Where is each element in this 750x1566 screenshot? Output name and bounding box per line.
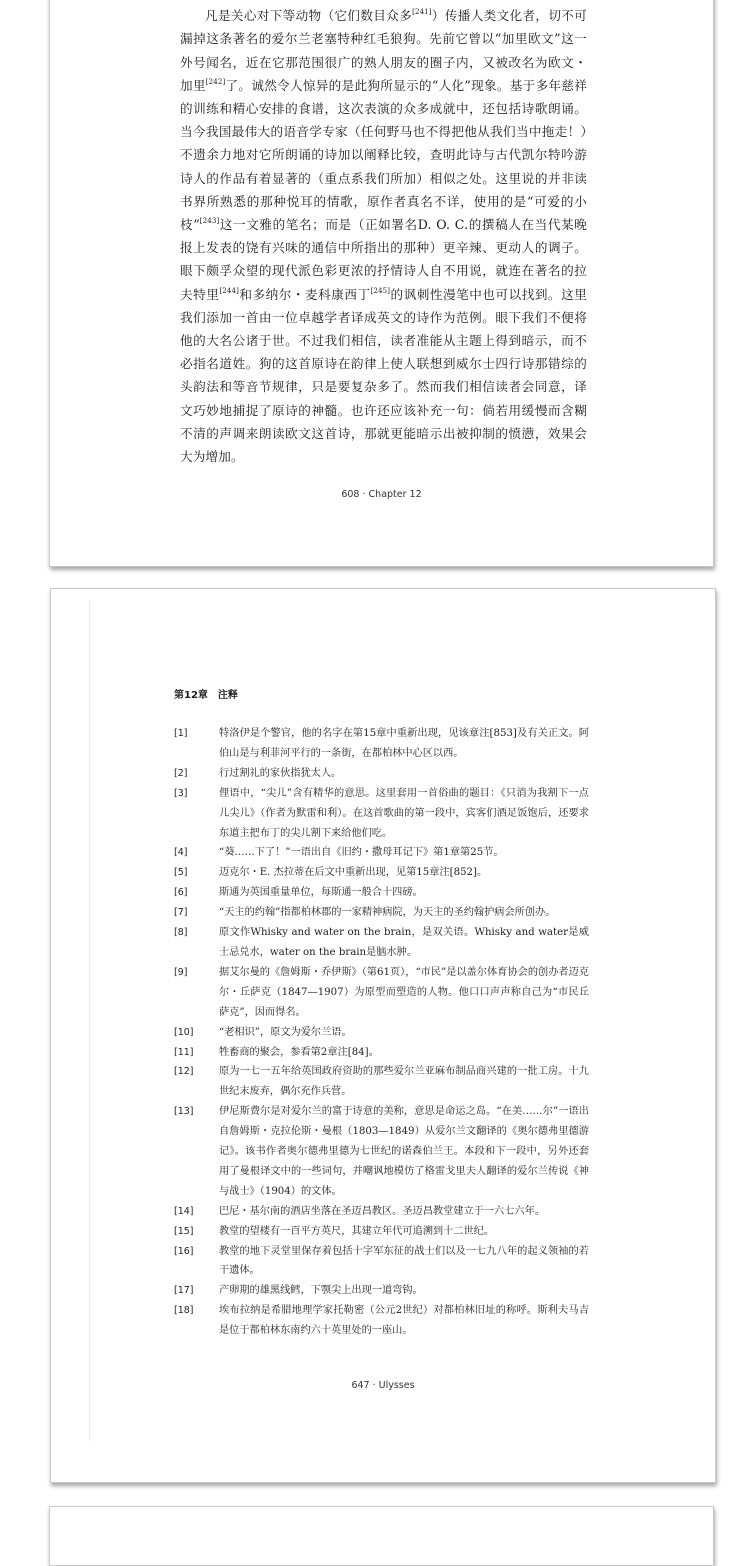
note-item [174, 863, 589, 883]
note-number[interactable]: [16] [174, 1245, 194, 1257]
note-item [174, 1222, 589, 1242]
document-page-next [49, 1506, 714, 1566]
note-item [174, 1281, 589, 1301]
note-text: 产卵期的雄黑线鳕，下颚尖上出现一道弯钩。 [219, 1285, 423, 1297]
note-number[interactable]: [5] [174, 867, 188, 879]
note-item [174, 724, 589, 764]
document-page-608 [49, 0, 714, 567]
page-608-body [180, 0, 587, 468]
main-paragraph: 凡是关心对下等动物（它们数目众多[241]）传播人类文化者，切不可漏掉这条著名的爱尔兰老塞特种红毛狼狗。先前它曾以“加里欧文”这一外号闻名，近在它那范围很广的熟人朋友的圈子内，又被改名为欧文・加里[242]了。诚然令人惊异的是此狗所显示的“人化”现象。基于多年慈祥的训练和精心安排的食谱，这次表演的众多成就中，还包括诗歌朗诵。当今我国最伟大的语音学专家（任何野马也不得把他从我们当中拖走！）不遗余力地对它所朗诵的诗加以阐释比较，查明此诗与古代凯尔特吟游诗人的作品有着显著的（重点系我们所加）相似之处。这里说的并非读书界所熟悉的那种悦耳的情歌，原作者真名不详，使用的是“可爱的小枝”[243]这一文雅的笔名；而是（正如署名D. O. C.的撰稿人在当代某晚报上发表的饶有兴味的通信中所指出的那种）更辛辣、更动人的调子。眼下颇孚众望的现代派色彩更浓的抒情诗人自不用说，就连在著名的拉夫特里[244]和多纳尔・麦科康西丁[245]的讽刺性漫笔中也可以找到。这里我们添加一首由一位卓越学者译成英文的诗作为范例。眼下我们不便将他的大名公诸于世。不过我们相信，读者准能从主题上得到暗示，而不必指名道姓。狗的这首原诗在韵律上使人联想到威尔士四行诗那错综的头韵法和等音节规律，只是要复杂多了。然而我们相信读者会同意，译文巧妙地捕捉了原诗的神髓。也许还应该补充一句：倘若用缓慢而含糊不清的声调来朗读欧文这首诗，那就更能暗示出被抑制的愤懑，效果会大为增加。 [180, 8, 588, 465]
footnote-ref[interactable]: [241] [412, 8, 432, 17]
note-item [174, 784, 589, 844]
note-item [174, 903, 589, 923]
note-number[interactable]: [9] [174, 966, 188, 978]
note-number[interactable]: [4] [174, 847, 188, 859]
note-item [174, 1062, 589, 1102]
footnote-ref[interactable]: [245] [370, 286, 391, 295]
note-text: 俚语中，“尖儿”含有精华的意思。这里套用一首俗曲的题目：《只消为我割下一点儿尖儿》（作者为默雷和利）。在这首歌曲的第一段中，宾客们酒足饭饱后，还要求东道主把布丁的尖儿割下来给他们吃。 [219, 787, 589, 839]
note-number[interactable]: [13] [174, 1106, 194, 1118]
note-text: 伊尼斯费尔是对爱尔兰的富于诗意的美称，意思是命运之岛。“在美……尔”一语出自詹姆斯・克拉伦斯・曼根（1803—1849）从爱尔兰文翻译的《奥尔德弗里德游记》。该书作者奥尔德弗里德为七世纪的诺森伯兰王。本段和下一段中，另外还套用了曼根译文中的一些词句，并嘲讽地模仿了格雷戈里夫人翻译的爱尔兰传说《神与战士》（1904）的文体。 [219, 1106, 589, 1197]
note-number[interactable]: [3] [174, 787, 188, 799]
note-text: “老相识”，原文为爱尔兰语。 [219, 1026, 352, 1038]
note-text: 埃布拉纳是希腊地理学家托勒密（公元2世纪）对都柏林旧址的称呼。斯利夫马吉是位于都柏林东南约六十英里处的一座山。 [219, 1305, 589, 1337]
note-number[interactable]: [14] [174, 1205, 194, 1217]
note-text: 巴尼・基尔南的酒店坐落在圣迈昌教区。圣迈昌教堂建立于一六七六年。 [219, 1205, 545, 1217]
note-item [174, 843, 589, 863]
note-text: 斯通为英国重量单位，每斯通一般合十四磅。 [219, 887, 423, 899]
notes-list [174, 724, 589, 1341]
note-number[interactable]: [18] [174, 1305, 194, 1317]
note-text: 据艾尔曼的《詹姆斯・乔伊斯》（第61页），“市民”是以盖尔体育协会的创办者迈克尔・丘萨克（1847—1907）为原型而塑造的人物。他口口声声称自己为“市民丘萨克”，因而得名。 [219, 966, 589, 1018]
note-text: “天主的约翰”指都柏林郡的一家精神病院，为天主的圣约翰护病会所创办。 [219, 907, 556, 919]
page-footer: 608 · Chapter 12 [341, 489, 422, 500]
note-item [174, 923, 589, 963]
note-number[interactable]: [8] [174, 927, 188, 939]
note-number[interactable]: [12] [174, 1066, 194, 1078]
note-number[interactable]: [10] [174, 1026, 194, 1038]
note-text: 原为一七一五年给英国政府资助的那些爱尔兰亚麻布制品商兴建的一批工房。十九世纪末废弃，偶尔充作兵营。 [219, 1066, 589, 1098]
footnote-ref[interactable]: [243] [199, 217, 220, 226]
note-item [174, 1102, 589, 1202]
note-number[interactable]: [2] [174, 767, 188, 779]
note-number[interactable]: [7] [174, 907, 188, 919]
note-item [174, 764, 589, 784]
note-number[interactable]: [6] [174, 887, 188, 899]
note-text: 行过割礼的家伙指犹太人。 [219, 767, 342, 779]
margin-rule [89, 601, 90, 1441]
note-text: 教堂的望楼有一百平方英尺，其建立年代可追溯到十二世纪。 [219, 1225, 495, 1237]
notes-heading: 第12章 注释 [174, 690, 238, 701]
note-text: 牲畜商的聚会，参看第2章注[84]。 [219, 1046, 379, 1058]
footnote-ref[interactable]: [242] [205, 77, 226, 86]
document-page-647 [50, 588, 716, 1483]
note-number[interactable]: [11] [174, 1046, 194, 1058]
note-text: 迈克尔・E. 杰拉蒂在后文中重新出现，见第15章注[852]。 [219, 867, 488, 879]
note-item [174, 1023, 589, 1043]
note-item [174, 1043, 589, 1063]
note-text: 教堂的地下灵堂里保存着包括十字军东征的战士们以及一七九八年的起义领袖的若干遗体。 [219, 1245, 589, 1277]
note-item [174, 1242, 589, 1282]
note-text: 原文作Whisky and water on the brain，是双关语。Whisky and water是威士忌兑水，water on the brain是脑水肿。 [219, 927, 589, 958]
footnote-ref[interactable]: [244] [219, 286, 239, 295]
note-number[interactable]: [17] [174, 1285, 194, 1297]
note-text: “葵……下了！”一语出自《旧约・撒母耳记下》第1章第25节。 [219, 847, 504, 859]
note-item [174, 1301, 589, 1341]
note-item [174, 963, 589, 1023]
page-footer: 647 · Ulysses [351, 1380, 415, 1391]
note-item [174, 1202, 589, 1222]
note-number[interactable]: [15] [174, 1225, 194, 1237]
note-number[interactable]: [1] [174, 728, 188, 739]
note-text: 特洛伊是个警官，他的名字在第15章中重新出现，见该章注[853]及有关正文。阿伯山是与利菲河平行的一条街，在都柏林中心区以西。 [219, 728, 589, 759]
note-item [174, 883, 589, 903]
